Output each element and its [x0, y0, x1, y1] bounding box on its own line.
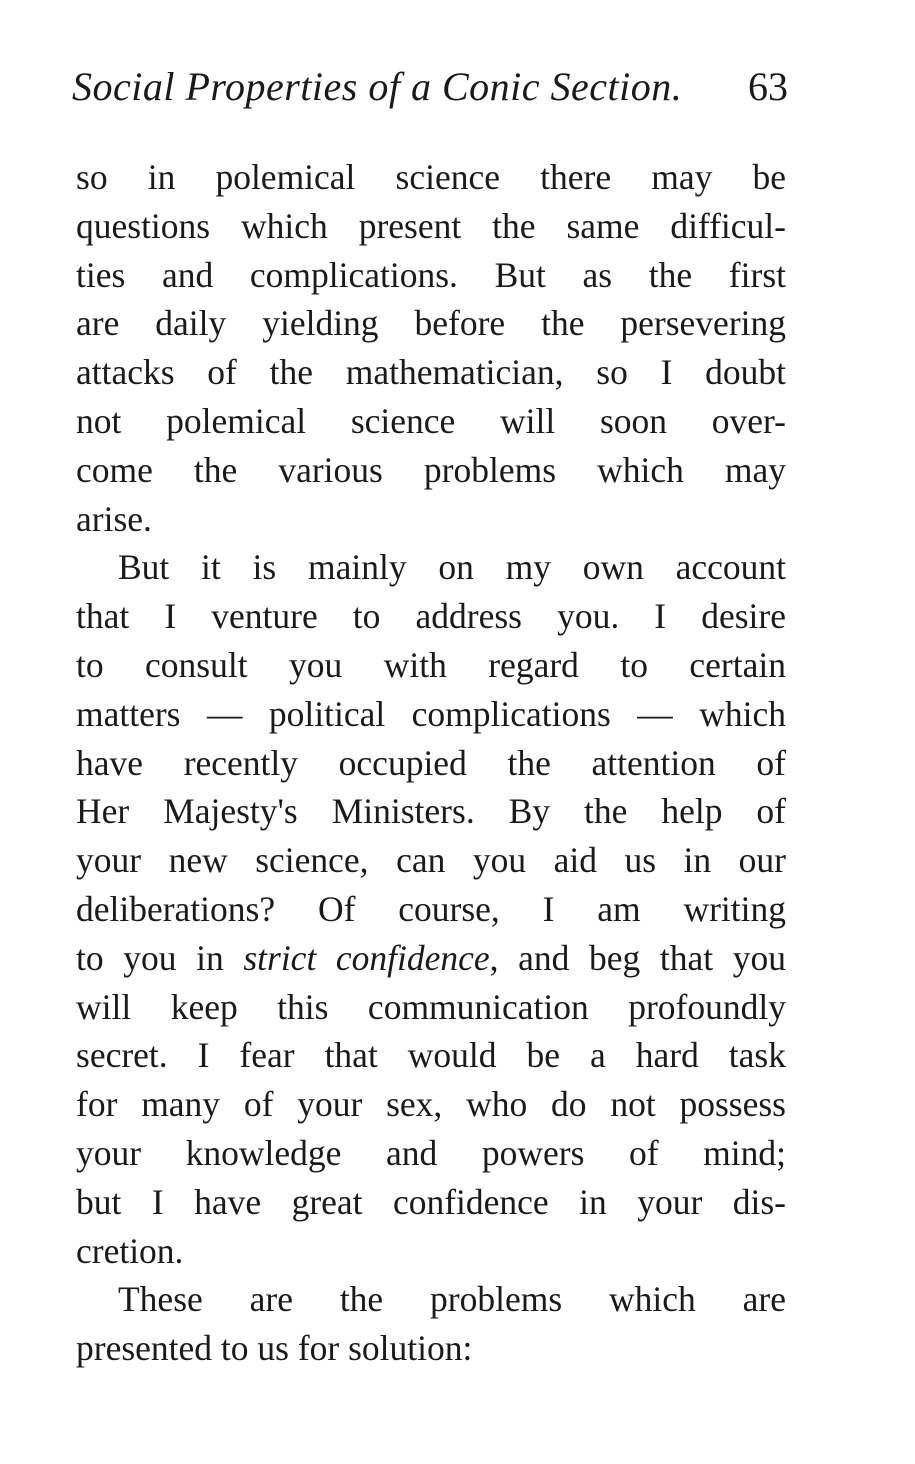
- text-line: for many of your sex, who do not possess: [76, 1084, 786, 1125]
- paragraph-1: [76, 153, 786, 543]
- text-line: Her Majesty's Ministers. By the help of: [76, 791, 786, 832]
- text-line: These are the problems which are: [118, 1279, 786, 1320]
- text-line: presented to us for solution:: [76, 1328, 473, 1369]
- text-line: come the various problems which may: [76, 449, 786, 490]
- text-line: secret. I fear that would be a hard task: [76, 1035, 786, 1076]
- text-line: that I venture to address you. I desire: [76, 596, 786, 637]
- running-title: Social Properties of a Conic Section.: [72, 64, 683, 109]
- text-line: have recently occupied the attention of: [76, 742, 786, 783]
- text-line: matters — political complications — which: [76, 693, 786, 734]
- text-line: not polemical science will soon over-: [76, 400, 786, 441]
- text-line: so in polemical science there may be: [76, 157, 786, 197]
- running-head: [72, 62, 788, 112]
- body-text: [76, 153, 786, 1373]
- page-number: 63: [748, 64, 788, 109]
- text-line: to consult you with regard to certain: [76, 644, 786, 685]
- text-line: are daily yielding before the persevering: [76, 303, 786, 344]
- text-line: ties and complications. But as the first: [76, 254, 786, 295]
- text-line-with-emphasis: [76, 934, 786, 983]
- text-line: But it is mainly on my own account: [118, 547, 786, 588]
- text-line: will keep this communication profoundly: [76, 986, 786, 1027]
- text-line: your new science, can you aid us in our: [76, 840, 786, 881]
- emphasized-phrase: strict confidence: [243, 937, 490, 978]
- paragraph-3: [76, 1275, 786, 1373]
- text-line: questions which present the same difficul-: [76, 205, 786, 246]
- text-line: attacks of the mathematician, so I doubt: [76, 352, 786, 393]
- text-line: deliberations? Of course, I am writing: [76, 888, 786, 929]
- text-fragment: , and beg that you: [489, 937, 786, 978]
- text-line: your knowledge and powers of mind;: [76, 1132, 786, 1173]
- text-line: cretion.: [76, 1230, 184, 1271]
- text-line: arise.: [76, 498, 152, 539]
- text-line: but I have great confidence in your dis-: [76, 1181, 786, 1222]
- text-fragment: to you in: [76, 937, 244, 978]
- paragraph-2: [76, 543, 786, 1275]
